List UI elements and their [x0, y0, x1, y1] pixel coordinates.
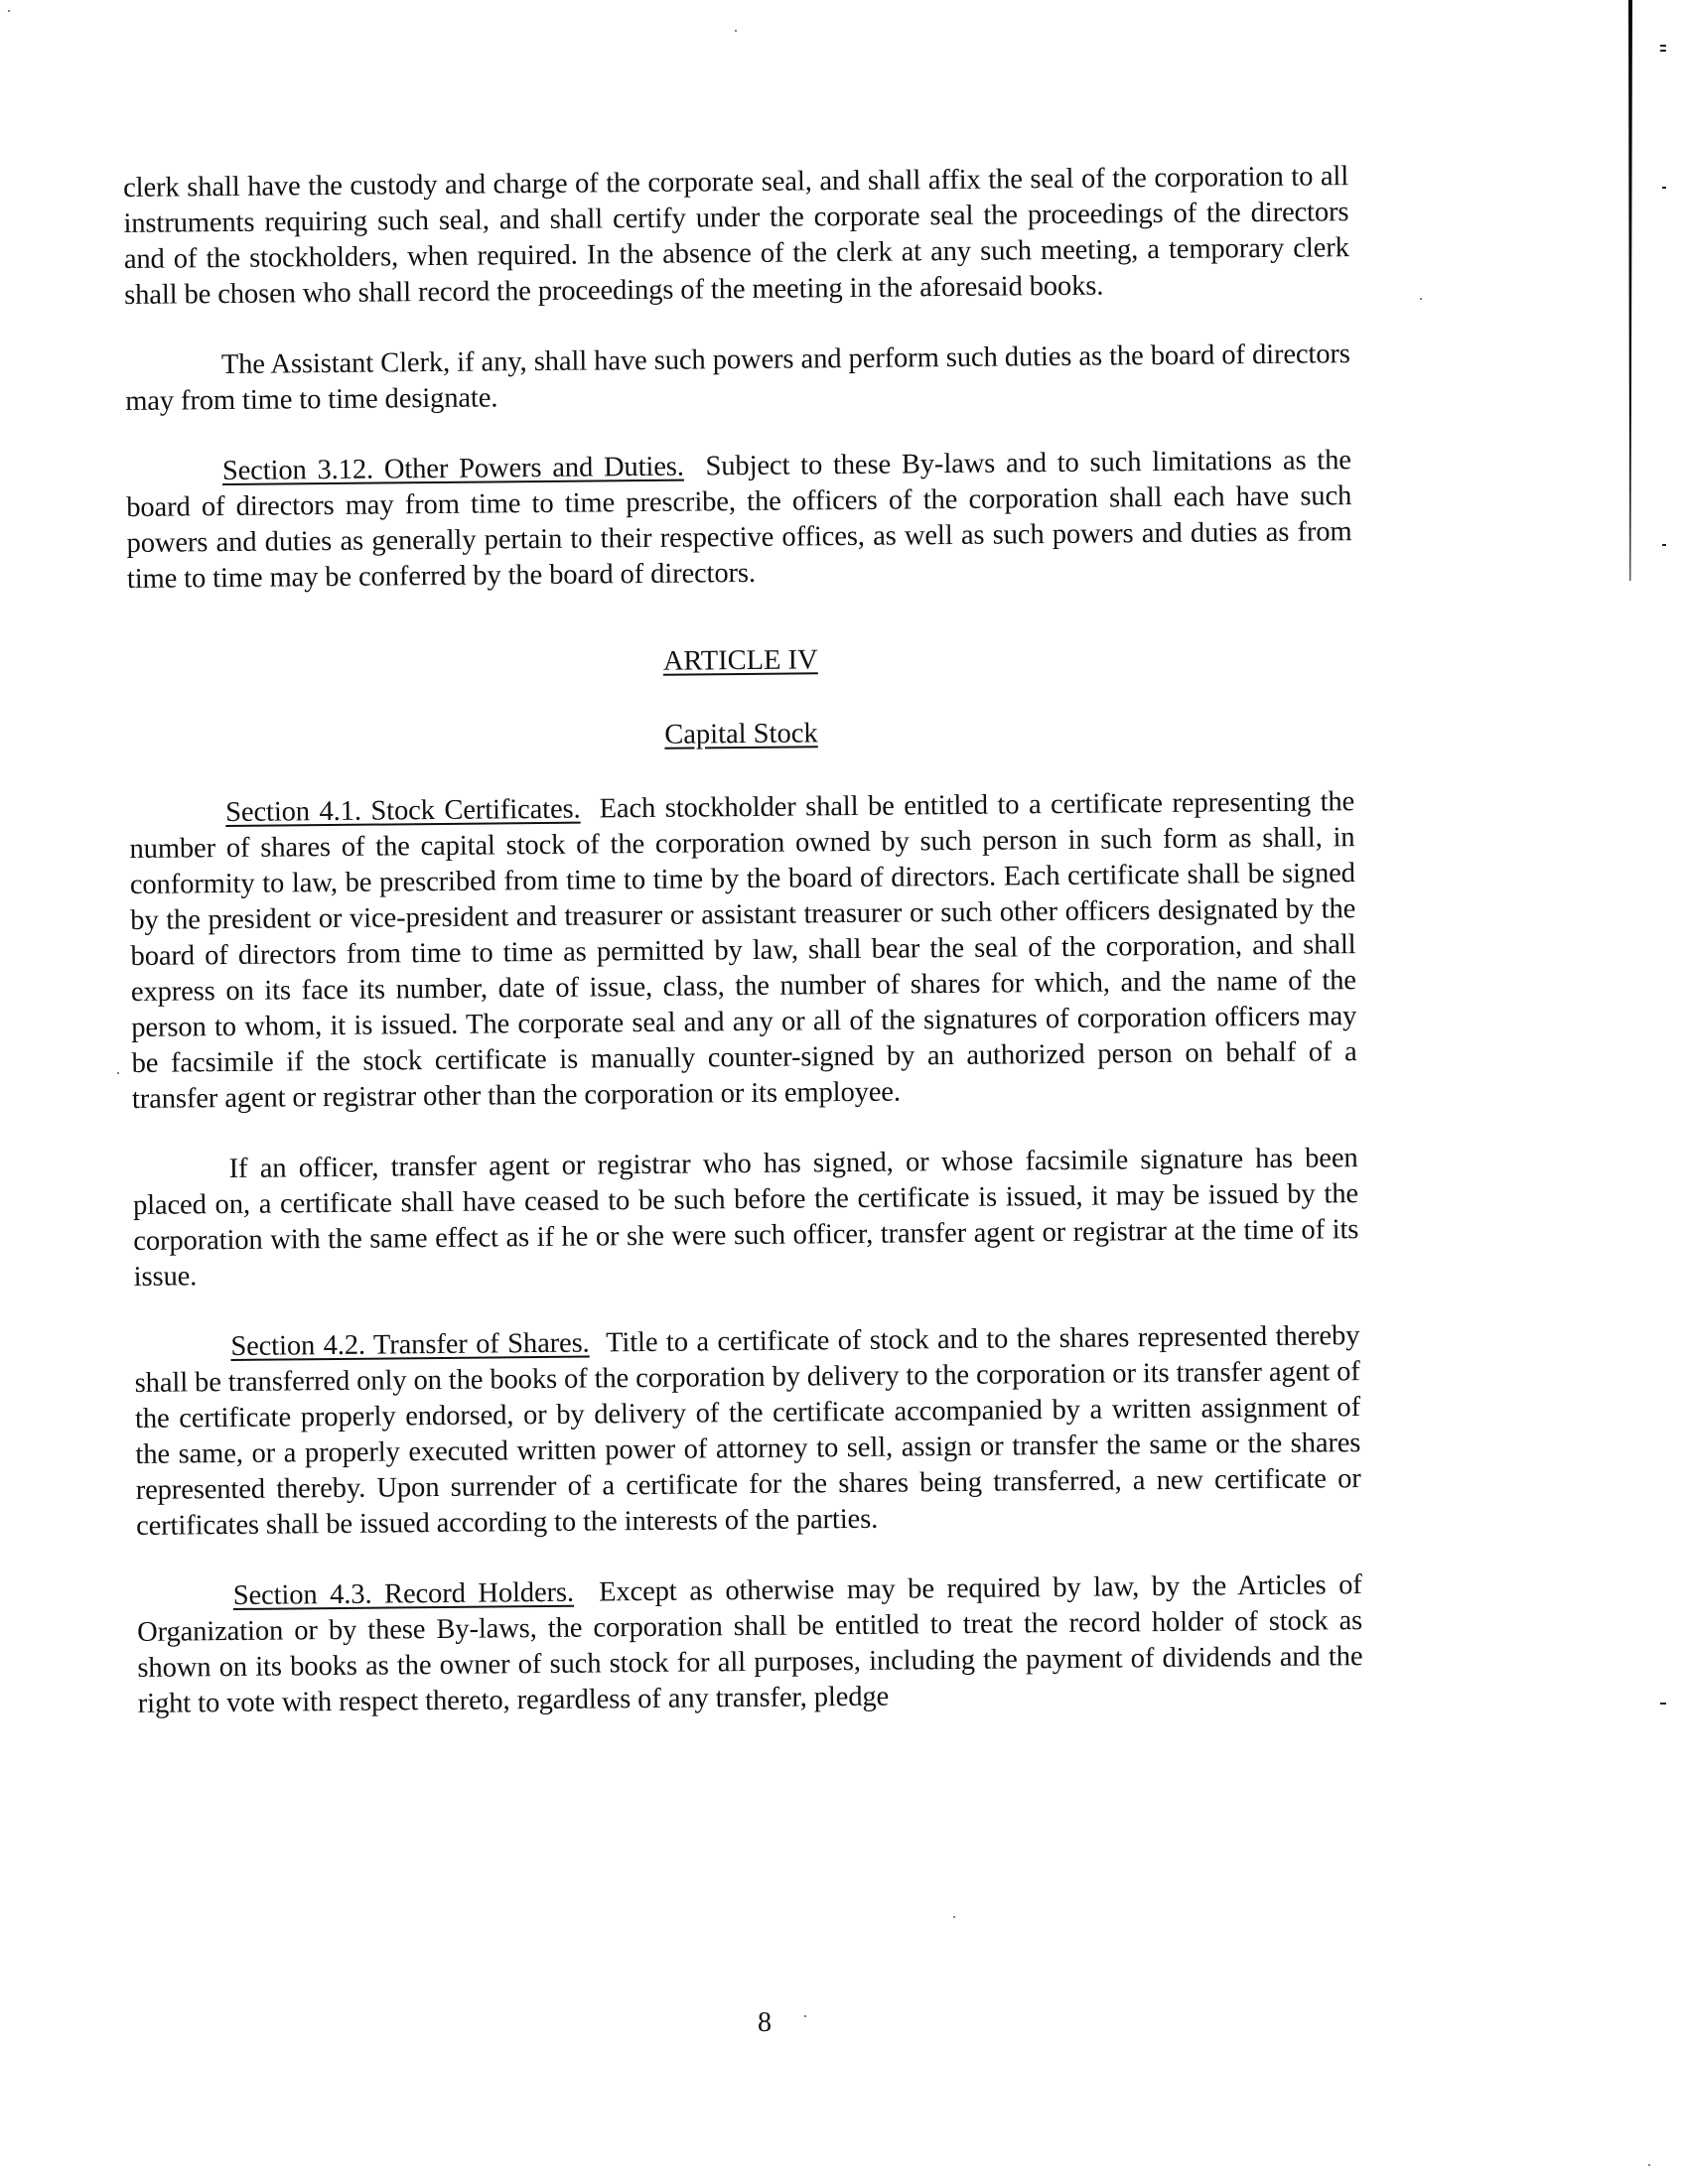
section-text: Except as otherwise may be required by law, by the Articles of Organization or by these By-laws, the corporation shall be entitled to treat the record holder of stock as shown on its books as the owner of such stock for all purposes, including the payment of dividends and the right to vote with respect thereto, regardless of any transfer, pledge	[136, 1570, 1363, 1719]
section-heading: Section 3.12. Other Powers and Duties.	[221, 451, 684, 487]
binding-shadow-edge	[1628, 0, 1632, 581]
scan-speck	[1648, 2164, 1650, 2166]
page-body	[123, 159, 1363, 1757]
article-number: ARTICLE IV	[662, 644, 818, 677]
paragraph-clerk-seal: clerk shall have the custody and charge of the corporate seal, and shall affix the seal of the corporation to all instruments requiring such seal, and shall certify under the corporate seal the proceedings of the directors and of the stockholders, when required. In the absence of the clerk at any such meeting, a temporary clerk shall be chosen who shall record the proceedings of the meeting in the aforesaid books.	[123, 161, 1349, 311]
scan-artifact	[1660, 1703, 1666, 1705]
scan-speck	[117, 1072, 119, 1074]
article-title-block	[128, 711, 1353, 758]
article-heading	[128, 637, 1353, 685]
scan-speck	[735, 30, 737, 32]
section-4-3	[137, 1568, 1363, 1722]
section-heading: Section 4.3. Record Holders.	[232, 1576, 575, 1612]
section-text: Each stockholder shall be entitled to a certificate representing the number of shares of the capital stock of the corporation owned by such person in such form as shall, in conformity to law, be prescribed from time to time by the board of directors. Each certificate shall be signed by the president or vice-president and treasurer or assistant treasurer or such other officers designated by the board of directors from time to time as permitted by law, shall bear the seal of the corporation, and shall express on its face its number, date of issue, class, the number of shares for which, and the name of the person to whom, it is issued. The corporate seal and any or all of the signatures of corporation officers may be facsimile if the stock certificate is manually counter-signed by an authorized person on behalf of a transfer agent or registrar other than the corporation or its employee.	[129, 786, 1357, 1115]
page-number: 8	[758, 2007, 772, 2038]
scan-speck	[804, 2015, 806, 2017]
section-3-12	[126, 443, 1352, 598]
scan-speck	[1420, 298, 1422, 300]
section-heading: Section 4.2. Transfer of Shares.	[230, 1327, 590, 1363]
section-text: Subject to these By-laws and to such limitations as the board of directors may from time to time prescribe, the officers of the corporation shall each have such powers and duties as generally pertain to their respective offices, as well as such powers and duties as from time to time may be conferred by the board of directors.	[126, 445, 1352, 595]
section-4-1	[129, 784, 1357, 1118]
section-4-2	[134, 1318, 1361, 1545]
section-text: Title to a certificate of stock and to the shares represented thereby shall be transferred only on the books of the corporation by delivery to the corporation or its transfer agent of the certificate properly endorsed, or by delivery of the certificate accompanied by a written assignment of the same, or a properly executed written power of attorney to sell, assign or transfer the same or the shares represented thereby. Upon surrender of a certificate for the shares being transferred, a new certificate or certificates shall be issued according to the interests of the parties.	[134, 1320, 1361, 1542]
scan-artifact	[1660, 45, 1666, 47]
section-heading: Section 4.1. Stock Certificates.	[225, 793, 581, 829]
paragraph-assistant-clerk: The Assistant Clerk, if any, shall have such powers and perform such duties as the board of directors may from time to time designate.	[125, 339, 1350, 417]
article-title: Capital Stock	[664, 718, 818, 751]
scan-artifact	[1662, 544, 1666, 546]
scan-artifact	[1660, 50, 1666, 52]
scan-speck	[8, 10, 10, 12]
paragraph-officer-ceased: If an officer, transfer agent or registrar who has signed, or whose facsimile signature has been placed on, a certificate shall have ceased to be such before the certificate is issued, it may be issued by the corporation with the same effect as if he or she were such officer, transfer agent or registrar at the time of its issue.	[132, 1143, 1359, 1293]
scan-artifact	[1662, 187, 1666, 189]
scan-speck	[953, 1916, 955, 1918]
